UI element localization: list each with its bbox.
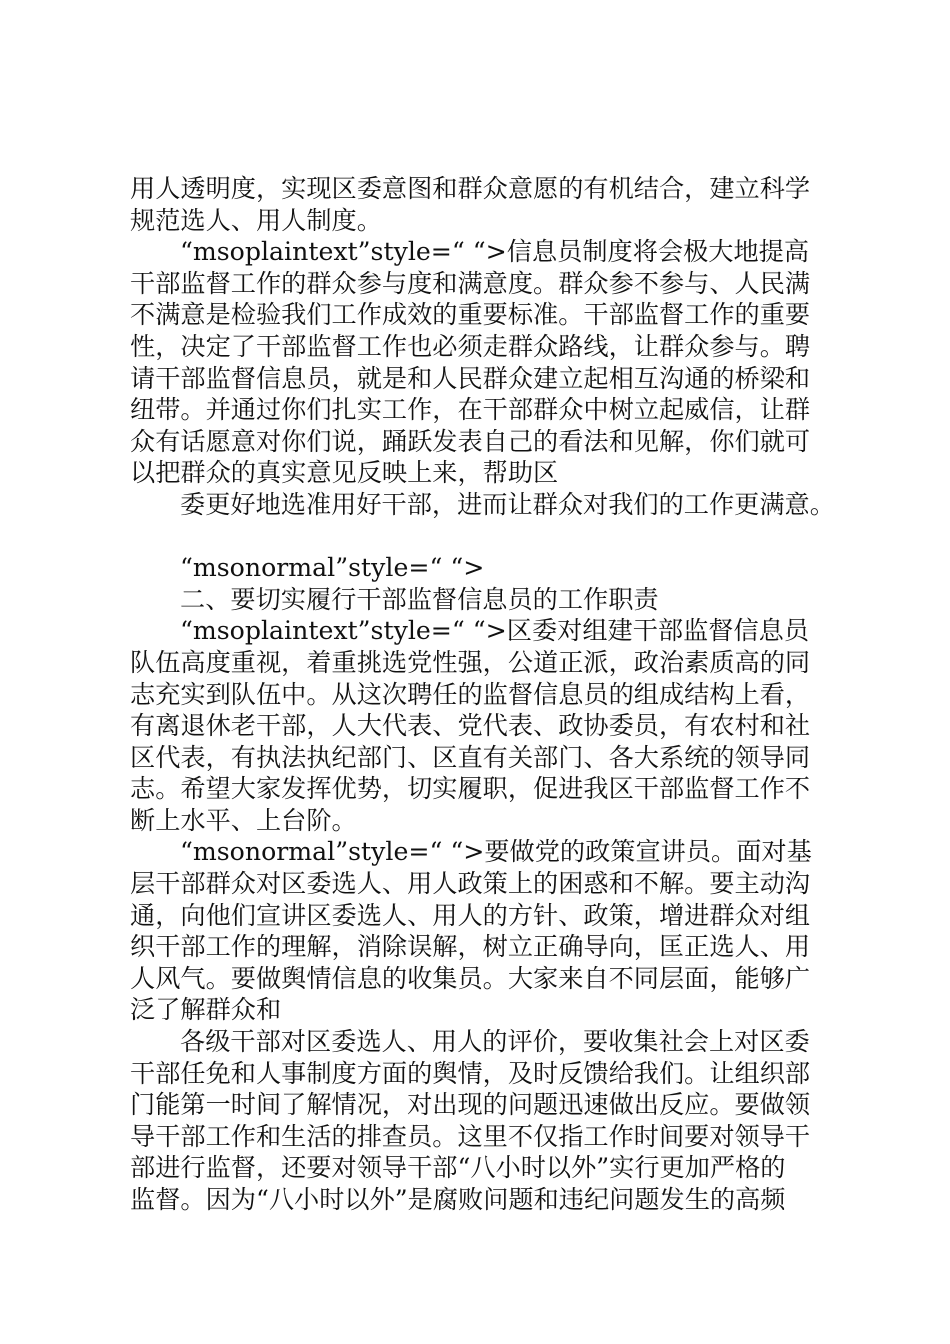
text-line: 各级干部对区委选人、用人的评价，要收集社会上对区委 [180, 1027, 810, 1057]
text-line: “msoplaintext”style=“ “>区委对组建干部监督信息员 [180, 616, 810, 646]
text-line: “msonormal”style=“ “> [180, 553, 485, 583]
text-line: 用人透明度，实现区委意图和群众意愿的有机结合，建立科学 [130, 174, 811, 203]
text-line: 泛了解群众和 [130, 995, 282, 1025]
text-line: 织干部工作的理解，消除误解，树立正确导向，匡正选人、用 [130, 932, 811, 962]
text-line: 部进行监督，还要对领导干部“八小时以外”实行更加严格的 [130, 1153, 786, 1183]
text-line: 导干部工作和生活的排查员。这里不仅指工作时间要对领导干 [130, 1121, 811, 1151]
text-line: 队伍高度重视，着重挑选党性强，公道正派，政治素质高的同 [130, 647, 811, 677]
text-line: 委更好地选准用好干部，进而让群众对我们的工作更满意。 [180, 489, 835, 519]
text-line: “msoplaintext”style=“ “>信息员制度将会极大地提高 [180, 237, 810, 267]
text-line: 志。希望大家发挥优势，切实履职，促进我区干部监督工作不 [130, 774, 811, 804]
text-line: 干部任免和人事制度方面的舆情，及时反馈给我们。让组织部 [130, 1058, 811, 1088]
text-line: 干部监督工作的群众参与度和满意度。群众参不参与、人民满 [130, 268, 811, 298]
text-line: 人风气。要做舆情信息的收集员。大家来自不同层面，能够广 [130, 963, 811, 993]
text-line: “msonormal”style=“ “>要做党的政策宣讲员。面对基 [180, 837, 812, 867]
text-line: 纽带。并通过你们扎实工作，在干部群众中树立起威信，让群 [130, 395, 811, 425]
blank-line [130, 521, 835, 553]
text-line: 以把群众的真实意见反映上来，帮助区 [130, 458, 559, 488]
document-body [130, 173, 835, 1216]
text-line: 断上水平、上台阶。 [130, 805, 357, 835]
text-line: 志充实到队伍中。从这次聘任的监督信息员的组成结构上看， [130, 679, 811, 709]
text-line: 层干部群众对区委选人、用人政策上的困惑和不解。要主动沟 [130, 869, 811, 899]
text-line: 监督。因为“八小时以外”是腐败问题和违纪问题发生的高频 [130, 1185, 786, 1214]
text-line: 区代表，有执法执纪部门、区直有关部门、各大系统的领导同 [130, 742, 811, 772]
text-line: 有离退休老干部，人大代表、党代表、政协委员，有农村和社 [130, 711, 811, 741]
text-line: 请干部监督信息员，就是和人民群众建立起相互沟通的桥梁和 [130, 363, 811, 393]
section-heading: 二、要切实履行干部监督信息员的工作职责 [180, 584, 659, 614]
text-line: 规范选人、用人制度。 [130, 205, 382, 235]
text-line: 不满意是检验我们工作成效的重要标准。干部监督工作的重要 [130, 300, 811, 330]
text-line: 性，决定了干部监督工作也必须走群众路线，让群众参与。聘 [130, 331, 811, 361]
text-line: 通，向他们宣讲区委选人、用人的方针、政策，增进群众对组 [130, 900, 811, 930]
text-line: 门能第一时间了解情况，对出现的问题迅速做出反应。要做领 [130, 1090, 811, 1120]
text-line: 众有话愿意对你们说，踊跃发表自己的看法和见解，你们就可 [130, 426, 811, 456]
